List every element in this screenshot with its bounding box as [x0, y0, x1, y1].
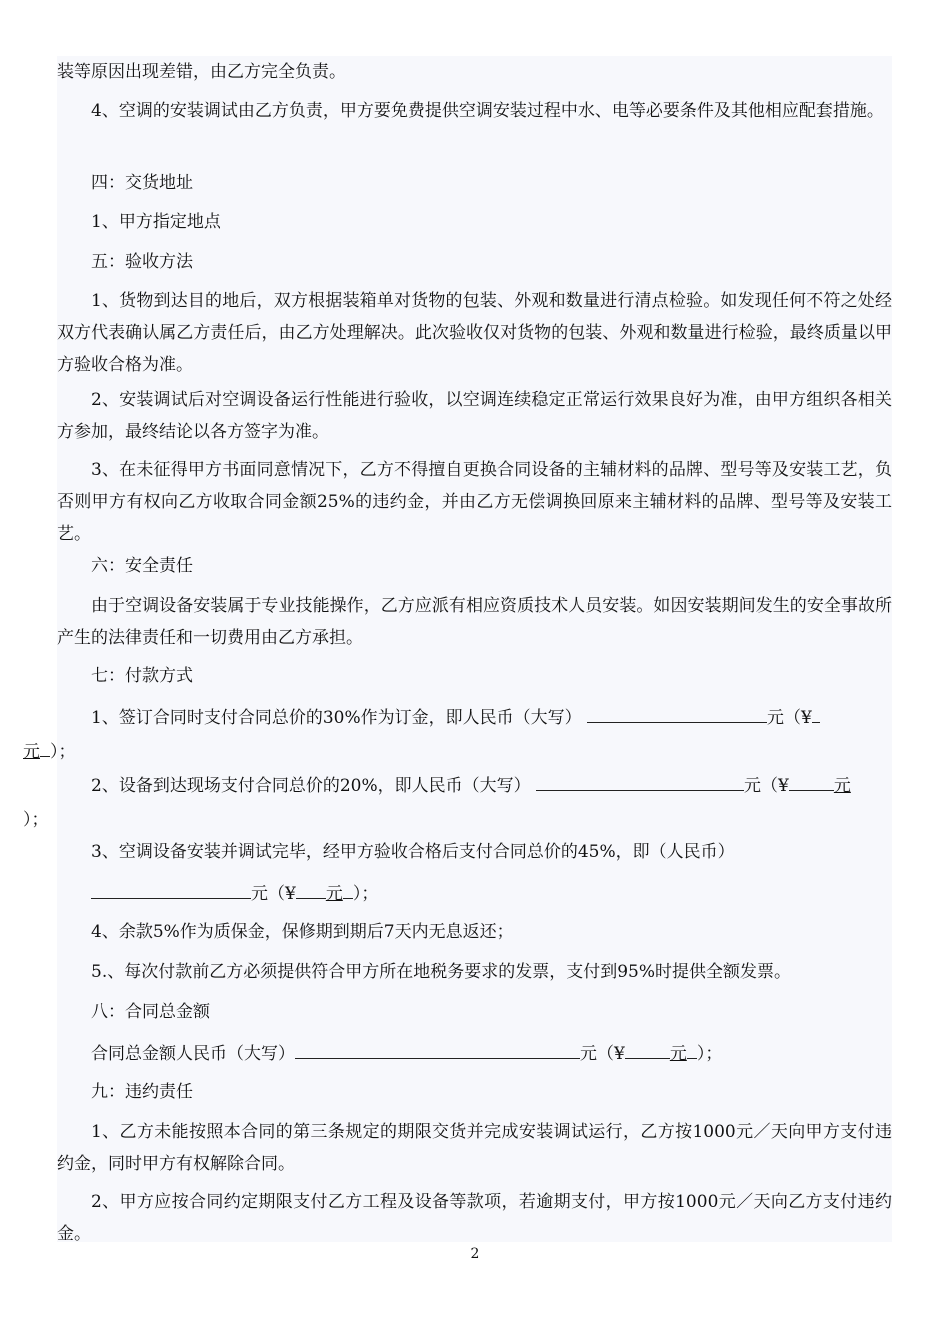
heading-breach: 九：违约责任	[91, 1082, 193, 1102]
total-label: 合同总金额人民币（大写）	[91, 1044, 295, 1064]
payment-item-3: 3、空调设备安装并调试完毕，经甲方验收合格后支付合同总价的45%，即（人民币）	[91, 842, 735, 862]
close-paren: ）；	[696, 1044, 723, 1064]
amount-blank[interactable]	[812, 700, 820, 723]
heading-acceptance: 五：验收方法	[91, 252, 193, 272]
yuan-label: 元（¥	[744, 776, 789, 796]
amount-blank[interactable]	[789, 768, 834, 791]
paragraph-acceptance-3: 3、在未征得甲方书面同意情况下，乙方不得擅自更换合同设备的主辅材料的品牌、型号等及安装工艺，负否则甲方有权向乙方收取合同金额25%的违约金，并由乙方无偿调换回原来主辅材料的品牌、型号等及安装工艺。	[57, 460, 892, 544]
close-paren: ）；	[352, 884, 379, 904]
paragraph-acceptance-2: 2、安装调试后对空调设备运行性能进行验收，以空调连续稳定正常运行效果良好为准，由甲方组织各相关方参加，最终结论以各方签字为准。	[57, 390, 892, 442]
yuan-label: 元（¥	[251, 884, 296, 904]
yuan-label: 元	[23, 742, 40, 762]
payment-1-text: 1、签订合同时支付合同总价的30%作为订金，即人民币（大写）	[91, 708, 582, 728]
amount-blank[interactable]	[536, 768, 744, 791]
yuan-label: 元（¥	[580, 1044, 625, 1064]
payment-2-text: 2、设备到达现场支付合同总价的20%，即人民币（大写）	[91, 776, 531, 796]
amount-blank[interactable]	[625, 1036, 670, 1059]
yuan-label: 元（¥	[767, 708, 812, 728]
close-paren: ）；	[23, 810, 49, 830]
heading-safety: 六：安全责任	[91, 556, 193, 576]
paragraph-delivery-1: 1、甲方指定地点	[91, 212, 221, 232]
payment-item-3-amount	[57, 876, 892, 910]
amount-blank[interactable]	[296, 876, 326, 899]
paragraph-acceptance-1: 1、货物到达目的地后，双方根据装箱单对货物的包装、外观和数量进行清点检验。如发现任何不符之处经双方代表确认属乙方责任后，由乙方处理解决。此次验收仅对货物的包装、外观和数量进行检验，最终质量以甲方验收合格为准。	[57, 291, 892, 375]
heading-delivery-address: 四：交货地址	[91, 173, 193, 193]
payment-item-2	[23, 768, 892, 837]
payment-item-5: 5.、每次付款前乙方必须提供符合甲方所在地税务要求的发票，支付到95%时提供全额发票。	[91, 962, 792, 982]
amount-blank[interactable]	[587, 700, 767, 723]
amount-blank[interactable]	[91, 876, 251, 899]
amount-blank[interactable]	[295, 1036, 580, 1059]
breach-item-1: 1、乙方未能按照本合同的第三条规定的期限交货并完成安装调试运行，乙方按1000元／天向甲方支付违约金，同时甲方有权解除合同。	[57, 1122, 892, 1174]
yuan-label: 元	[833, 776, 851, 796]
page-number: 2	[470, 1246, 480, 1262]
payment-item-1	[23, 700, 892, 769]
yuan-label: 元	[669, 1044, 687, 1064]
heading-total-amount: 八：合同总金额	[91, 1002, 210, 1022]
yuan-label: 元	[325, 884, 343, 904]
breach-item-2: 2、甲方应按合同约定期限支付乙方工程及设备等款项，若逾期支付，甲方按1000元／天向乙方支付违约金。	[57, 1192, 892, 1244]
paragraph-install: 4、空调的安装调试由乙方负责，甲方要免费提供空调安装过程中水、电等必要条件及其他相应配套措施。	[91, 101, 884, 121]
close-paren: ）；	[50, 742, 76, 762]
heading-payment: 七：付款方式	[91, 666, 193, 686]
paragraph-continuation: 装等原因出现差错，由乙方完全负责。	[57, 62, 346, 82]
paragraph-safety: 由于空调设备安装属于专业技能操作，乙方应派有相应资质技术人员安装。如因安装期间发生的安全事故所产生的法律责任和一切费用由乙方承担。	[57, 596, 892, 648]
total-amount-line	[57, 1036, 892, 1070]
payment-item-4: 4、余款5%作为质保金，保修期到期后7天内无息返还；	[91, 922, 514, 942]
